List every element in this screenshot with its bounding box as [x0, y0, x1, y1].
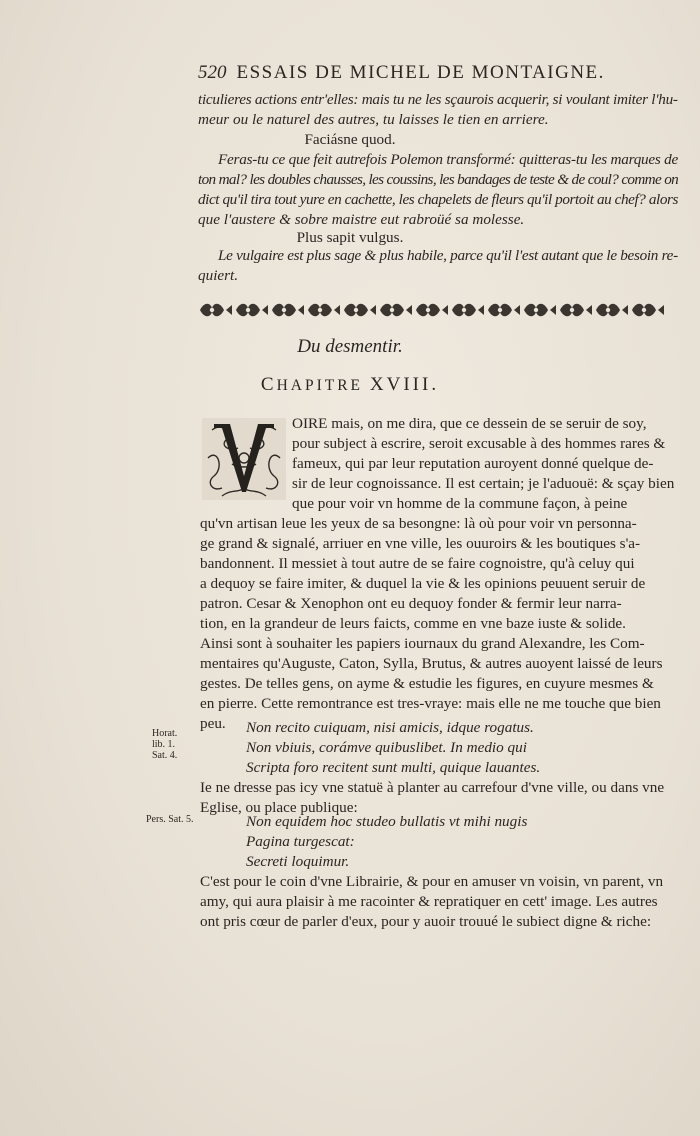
- verse-line: Scripta foro recitent sunt multi, quique lauantes.: [246, 759, 541, 776]
- text-line: pour subject à escrire, seroit excusable à des hommes rares &: [292, 435, 666, 452]
- text-line: tion, en la grandeur de leurs faicts, comme en vne baze iuste & solide.: [200, 615, 626, 632]
- latin-quote: Plus sapit vulgus.: [296, 229, 404, 246]
- text-line: dict qu'il tira tout yure en cachette, les chapelets de fleurs qu'il portoit au chef? alors: [198, 191, 678, 208]
- text-line: C'est pour le coin d'vne Librairie, & pour en amuser vn voisin, vn parent, vn: [200, 873, 664, 890]
- chapter-label-word: HAPITRE: [276, 377, 364, 394]
- page-number: 520: [198, 62, 227, 83]
- text-line: a dequoy se faire imiter, & duquel la vie & les opinions peuuent seruir de: [200, 575, 646, 592]
- verse-line: Secreti loquimur.: [246, 853, 350, 870]
- text-line: sir de leur cognoissance. Il est certain; je l'aduouë: & sçay bien: [292, 475, 675, 492]
- text-line: ge grand & signalé, arriuer en vne ville, les ouuroirs & les boutiques s'a-: [200, 535, 641, 552]
- text-line: que pour voir vn homme de la commune façon, à peine: [292, 495, 628, 512]
- margin-note: Sat. 4.: [152, 750, 178, 761]
- text-line: gestes. De telles gens, on ayme & estudie les figures, en cuyure mesmes &: [200, 675, 654, 692]
- text-line: meur ou le naturel des autres, tu laisses le tien en arriere.: [198, 111, 549, 128]
- text-line: Le vulgaire est plus sage & plus habile, parce qu'il l'est autant que le besoin re-: [218, 247, 678, 264]
- text-line: bandonnent. Il messiet à tout autre de se faire cognoistre, qu'à celuy qui: [200, 555, 635, 572]
- chapter-title: Du desmentir.: [297, 336, 403, 357]
- text-line: que l'austere & sobre maistre eut rabroüé sa molesse.: [198, 211, 525, 228]
- chapter-label-initial: C: [260, 374, 277, 395]
- verse-line: Non equidem hoc studeo bullatis vt mihi nugis: [246, 813, 528, 830]
- verse-line: Pagina turgescat:: [246, 833, 355, 850]
- decorative-band-icon: [198, 296, 676, 324]
- running-header: [198, 62, 605, 84]
- text-line: Ie ne dresse pas icy vne statuë à planter au carrefour d'vne ville, ou dans vne: [200, 779, 665, 796]
- chapter-number: XVIII.: [369, 374, 440, 395]
- text-line: Feras-tu ce que feit autrefois Polemon transformé: quitteras-tu les marques de: [218, 151, 679, 168]
- text-line: Ainsi sont à souhaiter les papiers iournaux du grand Alexandre, les Com-: [200, 635, 645, 652]
- text-line: qu'vn artisan leue les yeux de sa besongne: là où pour voir vn personna-: [200, 515, 637, 532]
- text-line: amy, qui aura plaisir à me racointer & repratiquer en cett' image. Les autres: [200, 893, 658, 910]
- initial-letter-v-icon: [202, 418, 286, 500]
- margin-note: Horat.: [152, 728, 178, 739]
- margin-note: lib. 1.: [152, 739, 176, 750]
- latin-quote: Faciásne quod.: [304, 131, 396, 148]
- text-line: quiert.: [198, 267, 239, 284]
- text-line: en pierre. Cette remontrance est tres-vraye: mais elle ne me touche que bien: [200, 695, 661, 712]
- chapter-label: [0, 374, 700, 396]
- verse-line: Non vbiuis, corámve quibuslibet. In medio qui: [246, 739, 527, 756]
- text-line: patron. Cesar & Xenophon ont eu dequoy fonder & fermir leur narra-: [200, 595, 622, 612]
- text-line: ticulieres actions entr'elles: mais tu ne les sçaurois acquerir, si voulant imiter l'hu-: [198, 91, 678, 108]
- text-line: mentaires qu'Auguste, Caton, Sylla, Brutus, & autres auoyent laissé de leurs: [200, 655, 663, 672]
- text-line: peu.: [200, 715, 226, 732]
- text-line: fameux, qui par leur reputation auroyent donné quelque de-: [292, 455, 654, 472]
- text-line: OIRE mais, on me dira, que ce dessein de se seruir de soy,: [292, 415, 647, 432]
- text-line: Eglise, ou place publique:: [200, 799, 358, 816]
- text-line: ont pris cœur de parler d'eux, pour y auoir trouué le subiect digne & riche:: [200, 913, 652, 930]
- running-title: ESSAIS DE MICHEL DE MONTAIGNE.: [236, 62, 605, 83]
- text-line: ton mal? les doubles chausses, les coussins, les bandages de teste & de coul? comme on: [198, 171, 679, 188]
- verse-line: Non recito cuiquam, nisi amicis, idque rogatus.: [246, 719, 534, 736]
- margin-note: Pers. Sat. 5.: [146, 814, 194, 825]
